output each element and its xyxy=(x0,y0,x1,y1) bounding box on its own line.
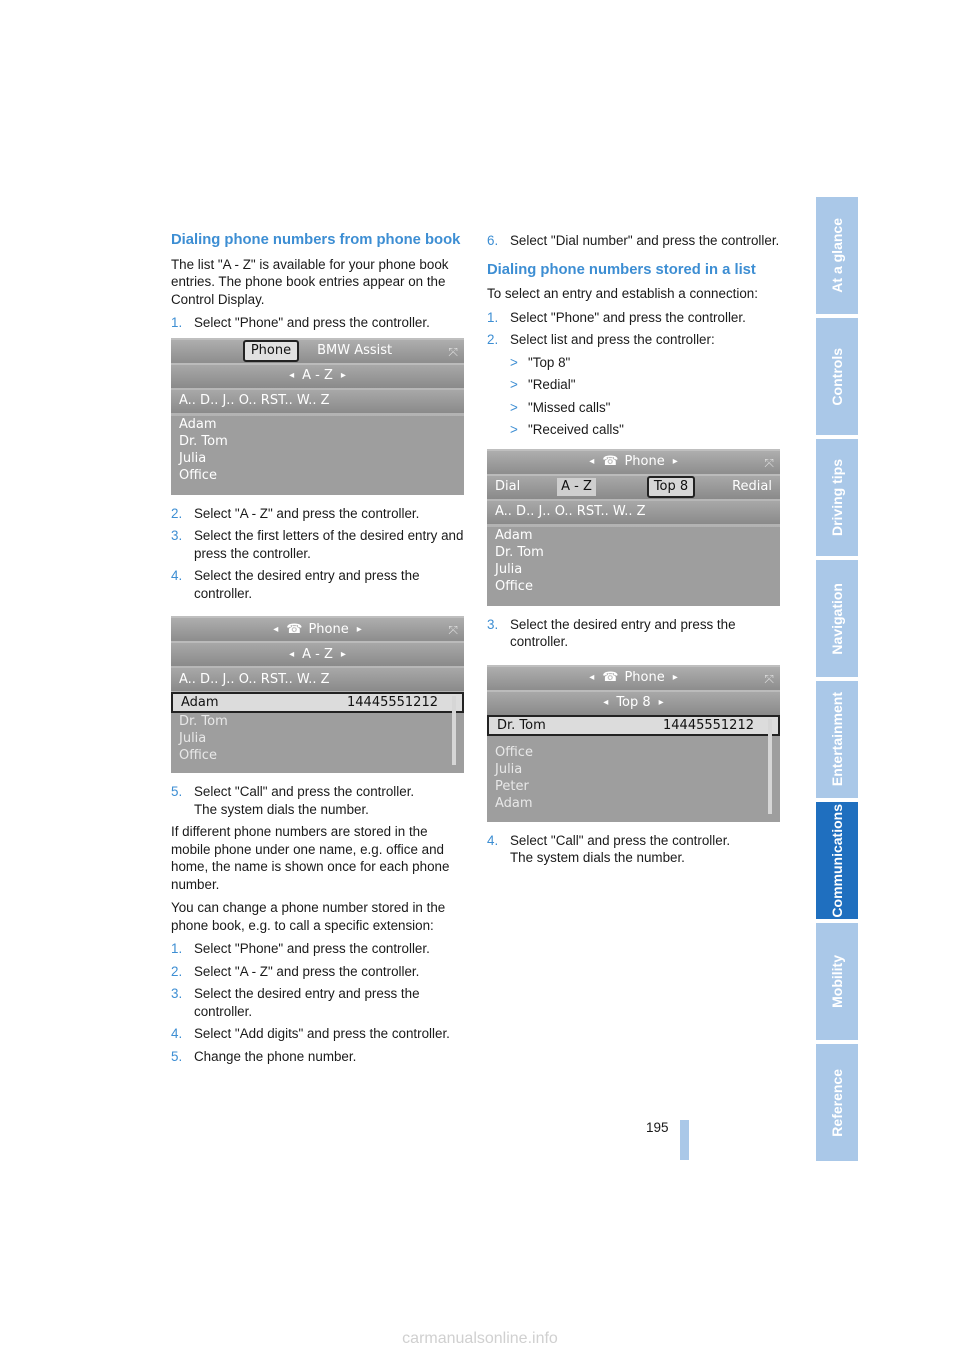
step-text: Change the phone number. xyxy=(194,1048,357,1064)
step-text: Select the first letters of the desired entry and press the controller. xyxy=(194,528,464,561)
screen-tab-a-z: A - Z xyxy=(557,478,596,496)
screen-sub-label: A - Z xyxy=(302,368,333,384)
screen-tab-redial: Redial xyxy=(732,479,772,495)
screenshot-phone-menu xyxy=(171,338,464,495)
step-number: 3. xyxy=(171,986,183,1001)
page-number: 195 xyxy=(646,1120,669,1135)
screenshot-a-z-list xyxy=(171,616,464,773)
bullet-item xyxy=(510,399,783,417)
list-item: Julia xyxy=(495,561,523,577)
list-item: Office xyxy=(495,578,533,594)
handset-icon: ☎ xyxy=(602,454,619,470)
list-spacer xyxy=(487,736,780,744)
screen-list xyxy=(487,715,780,822)
right-column xyxy=(487,232,783,872)
step-text-group xyxy=(194,783,467,818)
tab-navigation[interactable] xyxy=(816,560,858,677)
screen-list xyxy=(171,692,464,773)
bullet-mark-icon: > xyxy=(510,422,518,437)
scrollbar xyxy=(452,696,456,765)
screen-sub-bar xyxy=(487,692,780,715)
arrow-right-icon: ▸ xyxy=(672,456,678,468)
bullet-item xyxy=(510,354,783,372)
step-number: 2. xyxy=(487,332,499,347)
screen-title: Phone xyxy=(308,621,349,637)
step-text: Select list and press the controller: xyxy=(510,332,715,347)
entry-number: 14445551212 xyxy=(347,695,438,710)
screenshot-phone-lists xyxy=(487,449,780,606)
list-item: Dr. Tom xyxy=(179,714,228,729)
step-number: 1. xyxy=(487,309,499,325)
step xyxy=(171,567,467,602)
screen-title: Phone xyxy=(624,454,665,470)
step xyxy=(171,963,467,981)
tab-reference[interactable] xyxy=(816,197,858,314)
list-item: Adam xyxy=(495,795,533,811)
arrow-right-icon: ▸ xyxy=(340,648,346,660)
left-column xyxy=(171,228,467,1070)
tab-label: Controls xyxy=(829,347,845,406)
screen-tabs-bar xyxy=(487,476,780,499)
list-item: Dr. Tom xyxy=(179,433,228,449)
bullet-mark-icon: > xyxy=(510,399,518,415)
step-text: Select "A - Z" and press the controller. xyxy=(194,505,420,521)
screenshot-top-8 xyxy=(487,665,780,822)
step-result: The system dials the number. xyxy=(510,850,685,865)
heading-stored-list: Dialing phone numbers stored in a list xyxy=(487,261,756,278)
bullet-item xyxy=(510,421,783,439)
tab-label: Entertainment xyxy=(829,692,845,787)
bullet-text: "Missed calls" xyxy=(528,399,611,415)
tab-communications[interactable] xyxy=(816,802,858,919)
step-text: Select the desired entry and press the controller. xyxy=(194,568,420,601)
step xyxy=(171,527,467,562)
list-item: Office xyxy=(179,748,217,763)
list-item: Office xyxy=(179,467,217,483)
handset-icon: ☎ xyxy=(286,621,303,637)
list-item: Adam xyxy=(179,416,217,432)
step-number: 4. xyxy=(171,568,183,583)
arrow-left-icon: ◂ xyxy=(289,648,295,660)
heading-phone-book: Dialing phone numbers from phone book xyxy=(171,232,461,248)
paragraph: If different phone numbers are stored in the mobile phone under one name, e.g. office and home, the name is shown once for each phone number. xyxy=(171,824,450,892)
screen-sub-bar xyxy=(171,643,464,666)
step-number: 5. xyxy=(171,1048,183,1064)
controller-icon: ⤧ xyxy=(764,455,774,470)
controller-icon: ⤧ xyxy=(448,623,458,637)
paragraph: You can change a phone number stored in the phone book, e.g. to call a specific extension: xyxy=(171,900,446,933)
step-text-group xyxy=(510,832,783,867)
screen-top-bar xyxy=(487,451,780,474)
tab-reference-last[interactable] xyxy=(816,1044,858,1161)
step xyxy=(171,505,467,523)
tab-driving-tips[interactable] xyxy=(816,439,858,556)
screen-sub-label: A - Z xyxy=(302,646,333,662)
scrollbar xyxy=(768,719,772,814)
step-text: Select the desired entry and press the controller. xyxy=(194,986,420,1019)
list-item-selected xyxy=(171,692,464,713)
handset-icon: ☎ xyxy=(602,670,619,686)
screen-top-bar xyxy=(487,667,780,690)
step-text: Select "Dial number" and press the controller. xyxy=(510,233,780,248)
step-result: The system dials the number. xyxy=(194,801,369,817)
bullet-text: "Received calls" xyxy=(528,422,624,437)
step xyxy=(171,985,467,1020)
step xyxy=(487,616,783,651)
screen-tab-dial: Dial xyxy=(495,479,521,495)
step-text: Select "Phone" and press the controller. xyxy=(194,315,430,330)
step xyxy=(487,232,783,250)
screen-letters-bar: A.. D.. J.. O.. RST.. W.. Z xyxy=(171,668,464,691)
list-item: Dr. Tom xyxy=(495,544,544,560)
step xyxy=(487,331,783,349)
step-number: 3. xyxy=(487,616,499,632)
arrow-right-icon: ▸ xyxy=(658,697,664,709)
step-number: 2. xyxy=(171,963,183,979)
controller-icon: ⤧ xyxy=(448,344,458,359)
tab-label: Mobility xyxy=(829,955,845,1008)
step-text: Select "Call" and press the controller. xyxy=(510,832,731,848)
step-number: 1. xyxy=(171,941,183,956)
screen-letters-bar: A.. D.. J.. O.. RST.. W.. Z xyxy=(487,501,780,524)
page-number-bar xyxy=(680,1120,689,1160)
step xyxy=(171,940,467,958)
screen-tab-bmw-assist: BMW Assist xyxy=(317,343,393,359)
step xyxy=(487,832,783,867)
arrow-left-icon: ◂ xyxy=(289,370,295,382)
list-item: Julia xyxy=(179,731,207,746)
step xyxy=(171,1048,467,1066)
intro-paragraph: The list "A - Z" is available for your phone book entries. The phone book entries appear on the Control Display. xyxy=(171,256,449,307)
bullet-mark-icon: > xyxy=(510,354,518,370)
screen-top-bar xyxy=(171,618,464,641)
step-number: 2. xyxy=(171,505,183,521)
arrow-right-icon: ▸ xyxy=(672,672,678,684)
step-number: 3. xyxy=(171,528,183,543)
step-text: Select "A - Z" and press the controller. xyxy=(194,963,420,979)
screen-sub-bar xyxy=(171,365,464,388)
step-number: 5. xyxy=(171,784,183,799)
list-item: Adam xyxy=(495,527,533,543)
tab-entertainment[interactable] xyxy=(816,681,858,798)
tab-label: Driving tips xyxy=(829,458,845,536)
section-tabs xyxy=(816,197,858,1165)
step-number: 4. xyxy=(487,832,499,848)
step xyxy=(171,783,467,818)
arrow-left-icon: ◂ xyxy=(589,672,595,684)
bullet-text: "Top 8" xyxy=(528,354,571,370)
step-number: 4. xyxy=(171,1026,183,1041)
controller-icon: ⤧ xyxy=(764,671,774,686)
step-number: 1. xyxy=(171,315,183,330)
screen-sub-label: Top 8 xyxy=(616,695,651,711)
step xyxy=(171,1025,467,1043)
tab-mobility[interactable] xyxy=(816,923,858,1040)
entry-name: Dr. Tom xyxy=(497,717,546,733)
arrow-left-icon: ◂ xyxy=(603,697,609,709)
step-text: Select "Call" and press the controller. xyxy=(194,784,415,799)
bullet-text: "Redial" xyxy=(528,377,576,392)
intro-paragraph: To select an entry and establish a connection: xyxy=(487,286,758,301)
screen-list xyxy=(487,527,780,606)
list-item: Julia xyxy=(495,761,523,777)
step-text: Select "Add digits" and press the controller. xyxy=(194,1026,450,1041)
screen-letters-bar: A.. D.. J.. O.. RST.. W.. Z xyxy=(171,390,464,413)
tab-label: Reference xyxy=(829,1068,845,1137)
arrow-left-icon: ◂ xyxy=(589,456,595,468)
tab-label: Communications xyxy=(829,803,845,918)
footer-watermark: carmanualsonline.info xyxy=(402,1330,558,1347)
list-item: Office xyxy=(495,744,533,760)
list-item-selected xyxy=(487,715,780,736)
step-text: Select "Phone" and press the controller. xyxy=(510,309,746,325)
step xyxy=(487,309,783,327)
tab-label: Navigation xyxy=(829,582,845,655)
entry-number: 14445551212 xyxy=(663,717,754,733)
entry-name: Adam xyxy=(181,695,219,710)
screen-tab-top-8: Top 8 xyxy=(647,476,695,498)
step-number: 6. xyxy=(487,233,499,248)
arrow-right-icon: ▸ xyxy=(356,623,362,635)
arrow-left-icon: ◂ xyxy=(273,623,279,635)
tab-label: At a glance xyxy=(829,218,845,293)
arrow-right-icon: ▸ xyxy=(340,370,346,382)
bullet-mark-icon: > xyxy=(510,377,518,392)
screen-top-bar xyxy=(171,340,464,363)
bullet-item xyxy=(510,376,783,394)
screen-title: Phone xyxy=(624,670,665,686)
list-item: Peter xyxy=(495,778,529,794)
tab-controls[interactable] xyxy=(816,318,858,435)
step xyxy=(171,314,467,332)
screen-list xyxy=(171,416,464,495)
step-text: Select "Phone" and press the controller. xyxy=(194,941,430,956)
step-text: Select the desired entry and press the controller. xyxy=(510,616,736,649)
list-item: Julia xyxy=(179,450,207,466)
screen-tab-phone: Phone xyxy=(243,340,299,362)
